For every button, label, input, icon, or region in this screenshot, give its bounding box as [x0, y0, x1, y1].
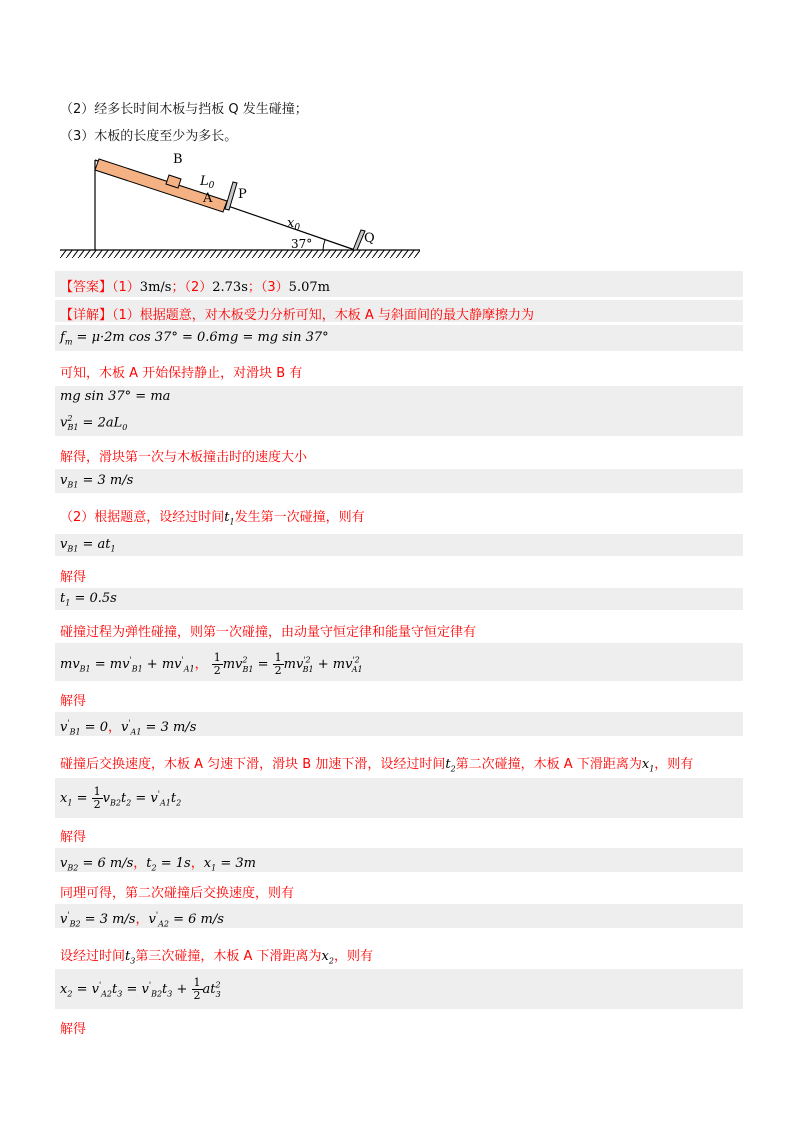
eq12-e: + — [172, 982, 192, 997]
detail-line-1 — [60, 304, 534, 323]
eq-after-collision-1: $v'_{B1} = 0$，$v'_{A1} = 3$ m/s — [60, 718, 197, 737]
eq9-sub: 1 — [67, 798, 73, 808]
question-3: （3）木板的长度至少为多长。 — [60, 129, 238, 144]
answer-value2: 2.73s — [212, 280, 248, 295]
eq-t1 — [60, 591, 117, 608]
eq9-t: t — [120, 791, 127, 806]
answer-line — [60, 276, 330, 295]
eq-x2: $x_2 = v'_{A2}t_3 = v'_{B2}t_3$ + $\frac{1}{2}$ $at^2_3$ — [60, 976, 221, 1002]
detail-line-5: 解得 — [60, 570, 87, 585]
detail-line-4: （2）根据题意，设经过时间$t_1$发生第一次碰撞，则有 — [60, 510, 365, 527]
eq7-c: + mv — [142, 657, 182, 672]
answer-value3: 5.07m — [288, 280, 330, 295]
detail-line-3: 解得，滑块第一次与木板撞击时的速度大小 — [60, 450, 308, 465]
answer-sep2: ； — [247, 280, 261, 295]
eq11-b: = 6 m/s — [168, 912, 224, 927]
eq7-s3: A1 — [183, 664, 195, 674]
eq7-frac1-den: 2 — [213, 664, 221, 677]
label-a: A — [203, 191, 213, 206]
detail-text-1: （1）根据题意，对木板受力分析可知，木板 A 与斜面间的最大静摩擦力为 — [112, 308, 534, 323]
eq10-c2: ， — [190, 856, 204, 871]
eq9-v: v — [102, 791, 110, 806]
detail-11a: 设经过时间 — [60, 949, 126, 964]
eq-newton: mg sin 37° = ma — [60, 389, 171, 404]
eq1-rest: = μ·2m cos 37° = 0.6mg = mg sin 37° — [72, 330, 329, 345]
eq4-rest: = 3 m/s — [78, 473, 134, 488]
eq7-frac2: $\frac{1}{2}$ — [274, 651, 282, 677]
ground-hatching — [60, 250, 420, 258]
eq7-d: mv — [222, 657, 243, 672]
eq8-b: = 3 m/s — [141, 720, 197, 735]
eq5-rest: = at — [78, 537, 111, 552]
eq12-c: = v — [122, 982, 149, 997]
detail-line-10: 同理可得，第二次碰撞后交换速度，则有 — [60, 886, 295, 901]
label-angle: 37° — [291, 237, 313, 251]
eq7-a: mv — [60, 657, 80, 672]
eq7-frac1-num: 1 — [213, 651, 221, 664]
answer-tag: 【答案】 — [60, 280, 113, 295]
eq9-v2: = v — [131, 791, 158, 806]
eq9-eq: = — [72, 791, 92, 806]
eq6-rest: = 0.5s — [70, 591, 117, 606]
eq7-frac1 — [212, 652, 223, 677]
barrier-p — [225, 182, 237, 210]
label-q: Q — [364, 231, 375, 246]
eq-friction — [60, 330, 329, 347]
eq10-a: = 6 m/s — [78, 856, 134, 871]
answer-value1: 3m/s — [139, 280, 172, 295]
detail-line-12: 解得 — [60, 1022, 87, 1037]
eq7-b: = mv — [90, 657, 130, 672]
question-2: （2）经多长时间木板与挡板 Q 发生碰撞； — [60, 102, 308, 117]
detail-line-2: 可知，木板 A 开始保持静止，对滑块 B 有 — [60, 366, 303, 381]
detail-line-7: 解得 — [60, 694, 87, 709]
eq8-comma: ， — [107, 720, 121, 735]
incline-figure — [55, 145, 425, 260]
detail-8c: ，则有 — [654, 757, 694, 772]
detail-11c: ，则有 — [333, 949, 373, 964]
detail-8b: 第二次碰撞，木板 A 下滑距离为 — [455, 757, 642, 772]
eq6-sub: 1 — [65, 598, 71, 608]
eq-vb1-at: $v_{B1} = at_1$ — [60, 537, 116, 554]
eq7-e: = — [253, 657, 273, 672]
eq9-x: x — [60, 791, 68, 806]
eq11-comma: ， — [135, 912, 149, 927]
detail-4a: （2）根据题意，设经过时间 — [60, 510, 225, 525]
answer-part2-label: （2） — [184, 280, 213, 295]
eq-collision-1: $mv_{B1} = mv'_{B1} + mv'_{A1}$， $\frac{1}{2}$ $mv^2_{B1}$ = $\frac{1}{2}$ $mv^{'2}_{B1} + mv^{'2}_{A1}$ — [60, 651, 363, 677]
answer-sep1: ； — [171, 280, 185, 295]
eq1-f: f — [60, 330, 65, 345]
eq6-t: t — [60, 591, 66, 606]
detail-line-6: 碰撞过程为弹性碰撞，则第一次碰撞，由动量守恒定律和能量守恒定律有 — [60, 625, 477, 640]
eq9-frac: $\frac{1}{2}$ — [93, 785, 101, 811]
eq-second-collision: $v_{B2} = 6$ m/s，$t_2 = 1s$，$x_1 = 3m$ — [60, 856, 256, 873]
detail-line-11: 设经过时间$t_3$第三次碰撞，木板 A 下滑距离为$x_2$，则有 — [60, 949, 373, 966]
eq12-a: = v — [72, 982, 99, 997]
eq7-g: + mv — [313, 657, 353, 672]
eq4-band — [55, 469, 743, 493]
eq5-band — [55, 534, 743, 556]
detail-line-8: 碰撞后交换速度，木板 A 匀速下滑，滑块 B 加速下滑，设经过时间$t_2$第二次碰撞，木板 A 下滑距离为$x_1$，则有 — [60, 757, 694, 774]
eq7-comma: ， — [194, 657, 208, 672]
label-l0: $L_0$ — [200, 174, 215, 191]
detail-4b: 发生第一次碰撞，则有 — [234, 510, 365, 525]
label-b: B — [173, 152, 183, 167]
eq1-sub: m — [64, 337, 73, 347]
detail-11b: 第三次碰撞，木板 A 下滑距离为 — [135, 949, 322, 964]
eq3-rest: = 2aL — [78, 415, 123, 431]
eq6-band — [55, 588, 743, 610]
eq12-f: at — [202, 982, 216, 997]
eq7-s2: B1 — [131, 664, 143, 674]
answer-part1-label: （1） — [112, 280, 140, 295]
eq7-f: mv — [283, 657, 304, 672]
eq11-a: = 3 m/s — [80, 912, 136, 927]
answer-part3-label: （3） — [260, 280, 289, 295]
eq12-d: t — [162, 982, 168, 997]
detail-8a: 碰撞后交换速度，木板 A 匀速下滑，滑块 B 加速下滑，设经过时间 — [60, 757, 446, 772]
eq-vb1: $v_{B1} = 3$ m/s — [60, 473, 134, 490]
eq10-b: = 1s — [156, 856, 191, 871]
eq3-sub: 0 — [122, 422, 128, 432]
eq-after-collision-2: $v'_{B2} = 3$ m/s，$v'_{A2} = 6$ m/s — [60, 910, 224, 929]
detail-line-9: 解得 — [60, 830, 87, 845]
eq7-s1: B1 — [79, 664, 91, 674]
eq10-c1: ， — [133, 856, 147, 871]
angle-arc — [323, 240, 325, 250]
eq12-b: t — [112, 982, 118, 997]
eq5-sub: 1 — [110, 544, 116, 554]
eq10-c: = 3m — [216, 856, 256, 871]
label-x0: $x_0$ — [287, 216, 301, 233]
eq12-frac: $\frac{1}{2}$ — [193, 976, 201, 1002]
eq-kinematic-1: $v^2_{B1} = 2aL_0$ — [60, 414, 128, 432]
label-p: P — [238, 187, 247, 202]
eq-x1: $x_1$ = $\frac{1}{2}$ $v_{B2}t_2 = v'_{A1}t_2$ — [60, 785, 182, 811]
detail-tag: 【详解】 — [60, 308, 113, 323]
eq9-t2: t — [170, 791, 177, 806]
eq8-a: = 0 — [80, 720, 108, 735]
